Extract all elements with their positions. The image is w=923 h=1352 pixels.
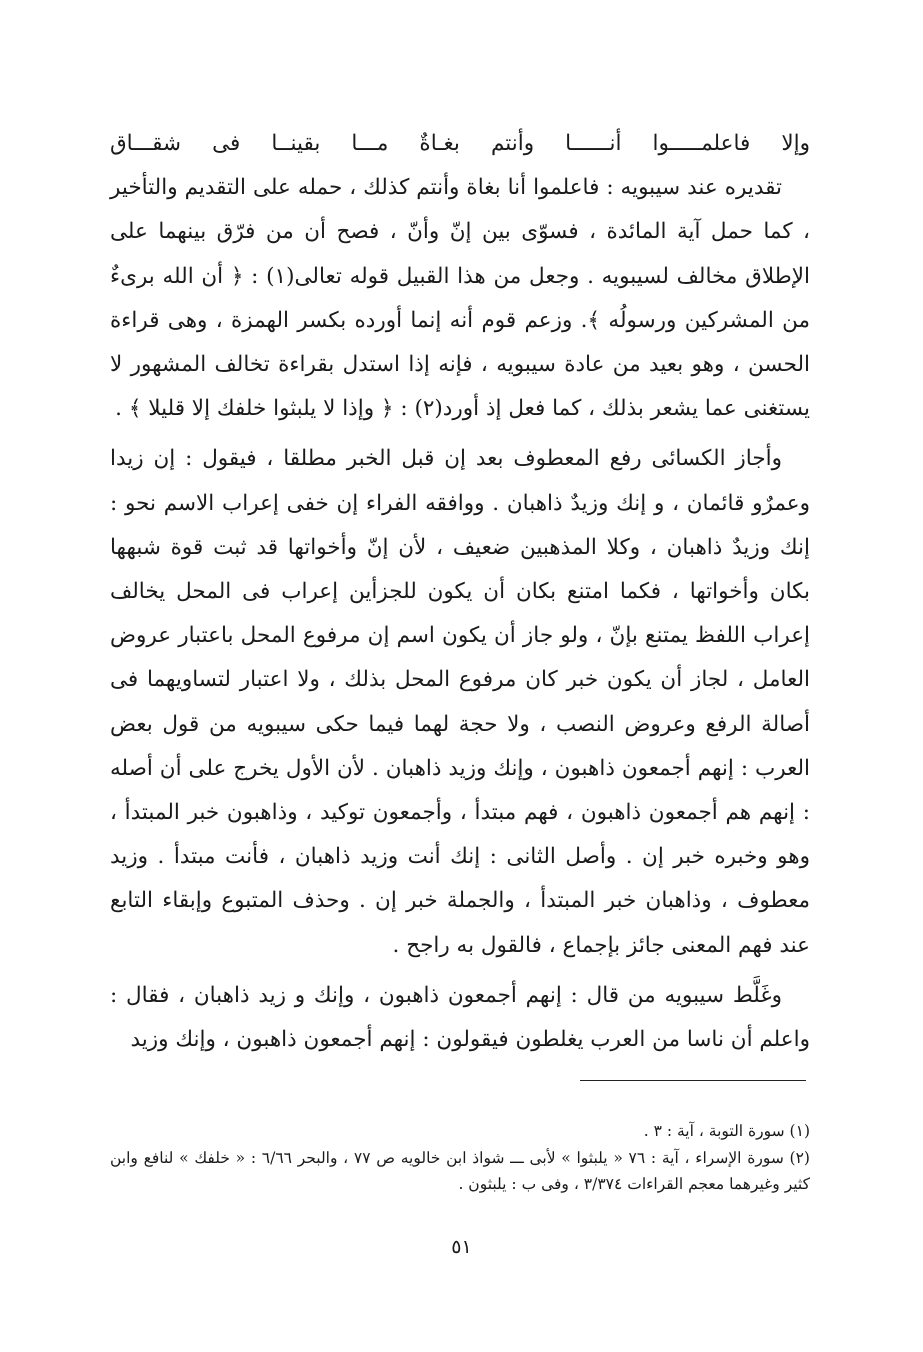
paragraph-3: وغَلَّط سيبويه من قال : إنهم أجمعون ذاهبون ، وإنك و زيد ذاهبان ، فقال : واعلم أن ناسا من العرب يغلطون فيقولون : إنهم أجمعون ذاهبون ، وإنك وزيد [110, 982, 810, 1053]
poetry-verse: وإلا فاعلمـــــوا أنــــــا وأنتم بغـاةٌ مـــا بقينــا فى شقـــاق [110, 131, 810, 156]
page-number: ٥١ [451, 1236, 472, 1258]
paragraph-2: وأجاز الكسائى رفع المعطوف بعد إن قبل الخبر مطلقا ، فيقول : إن زيدا وعمرٌو قائمان ، و إنك وزيدٌ ذاهبان . ووافقه الفراء إن خفى إعراب الاسم نحو : إنك وزيدٌ ذاهبان ، وكلا المذهبين ضعيف ، لأن إنّ وأخواتها قد ثبت قوة شبهها بكان وأخواتها ، فكما امتنع بكان أن يكون للجزأين إعراب فى المحل يخالف إعراب اللفظ يمتنع بإنّ ، ولو جاز أن يكون اسم إن مرفوع المحل باعتبار عروض العامل ، لجاز أن يكون خبر كان مرفوع المحل بذلك ، ولا اعتبار لتساويهما فى أصالة الرفع وعروض النصب ، ولا حجة لهما فيما حكى سيبويه من قول بعض العرب : إنهم أجمعون ذاهبون ، وإنك وزيد ذاهبان . لأن الأول يخرج على أن أصله : إنهم هم أجمعون ذاهبون ، فهم مبتدأ ، وأجمعون توكيد ، وذاهبون خبر المبتدأ ، وهو وخبره خبر إن . وأصل الثانى : إنك أنت وزيد ذاهبان ، فأنت مبتدأ . وزيد معطوف ، وذاهبان خبر المبتدأ ، والجملة خبر إن . وحذف المتبوع وإبقاء التابع عند فهم المعنى جائز بإجماع ، فالقول به راجح . [110, 446, 810, 958]
paragraph-1: تقديره عند سيبويه : فاعلموا أنا بغاة وأنتم كذلك ، حمله على التقديم والتأخير ، كما حمل آية المائدة ، فسوّى بين إنّ وأنّ ، فصح أن من فرّق بينهما على الإطلاق مخالف لسيبويه . وجعل من هذا القبيل قوله تعالى(١) : ﴿ أن الله برىءٌ من المشركين ورسولُه ﴾. وزعم قوم أنه إنما أورده بكسر الهمزة ، وهى قراءة الحسن ، وهو بعيد من عادة سيبويه ، فإنه إذا استدل بقراءة تخالف المشهور لا يستغنى عما يشعر بذلك ، كما فعل إذ أورد(٢) : ﴿ وإذا لا يلبثوا خلفك إلا قليلا ﴾ . [110, 175, 810, 422]
footnotes [110, 1118, 810, 1198]
footnote-1: (١) سورة التوبة ، آية : ٣ . [643, 1122, 810, 1140]
main-text [110, 122, 810, 1062]
footnote-divider [580, 1080, 806, 1081]
footnote-2: (٢) سورة الإسراء ، آية : ٧٦ « يلبثوا » لأبى ـــ شواذ ابن خالويه ص ٧٧ ، والبحر ٦/٦٦ : « خلفك » لنافع وابن كثير وغيرهما معجم القراءات ٣/٣٧٤ ، وفى ب : يلبثون . [110, 1148, 810, 1193]
